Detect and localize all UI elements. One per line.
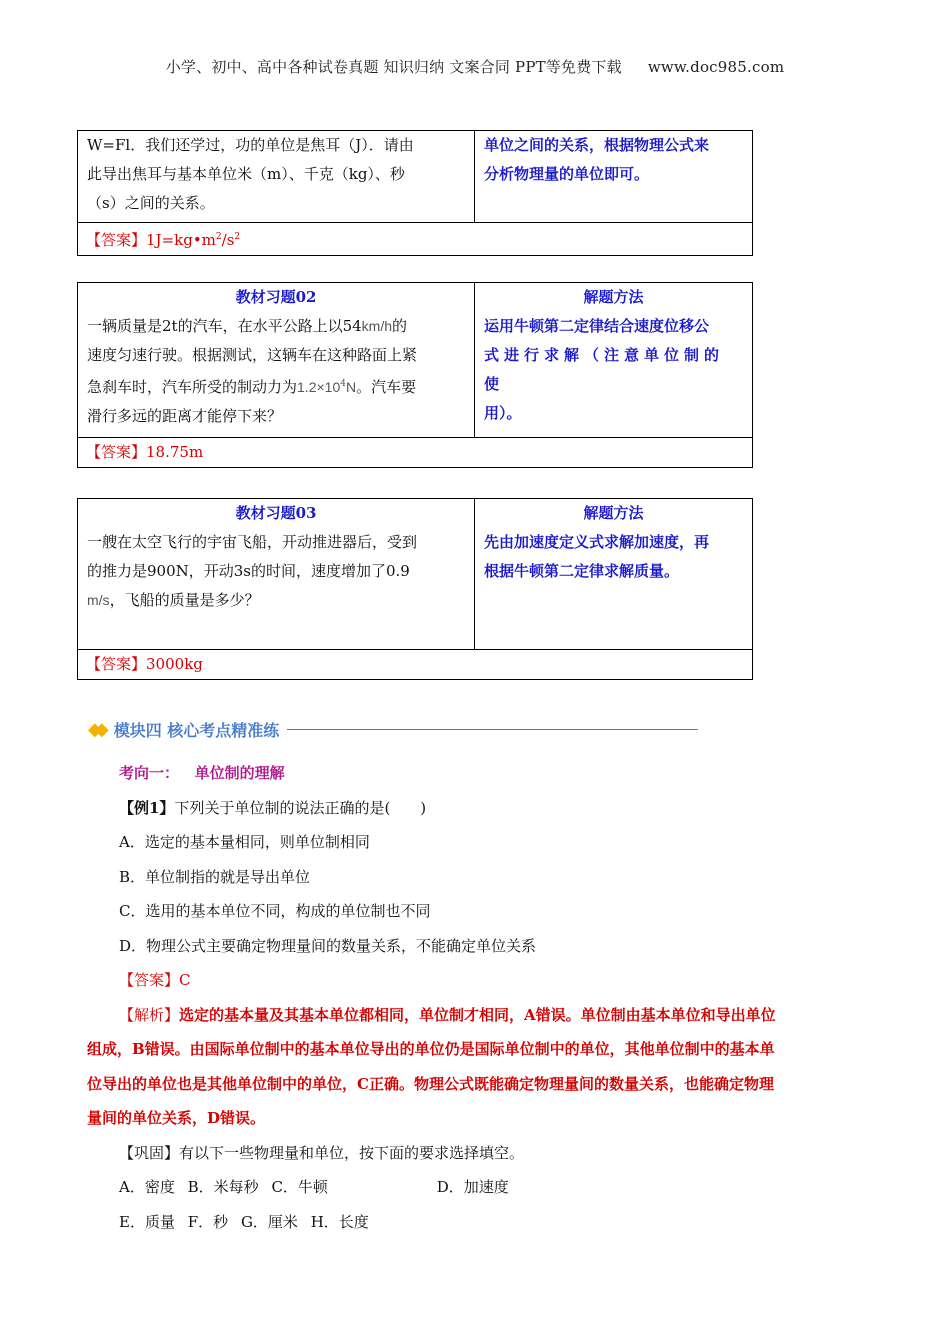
option-d: D．物理公式主要确定物理量间的数量关系，不能确定单位关系 (119, 936, 537, 955)
method-cell (475, 283, 753, 438)
question-line: 急刹车时，汽车所受的制动力为$1.2\times 10^4N$。汽车要 (87, 378, 417, 396)
question-cell (78, 499, 475, 650)
example-answer (87, 963, 867, 998)
example-text: 下列关于单位制的说法正确的是( ) (174, 798, 427, 817)
option-b: B．单位制指的就是导出单位 (119, 867, 311, 886)
answer-value: C (179, 971, 191, 989)
question-line: 一艘在太空飞行的宇宙飞船，开动推进器后，受到 (87, 533, 418, 551)
choice-item: D．加速度 (436, 1178, 509, 1196)
unit-ms: m/s (87, 592, 110, 608)
choice-item: C．牛顿 (271, 1178, 328, 1196)
consolidate-question (87, 1136, 867, 1171)
analysis-line: 组成，B错误。由国际单位制中的基本单位导出的单位仍是国际单位制中的单位，其他单位制中的基本单 (87, 1040, 775, 1058)
question-line: 此导出焦耳与基本单位米（m）、千克（kg）、秒 (87, 165, 405, 183)
choice-item: F．秒 (187, 1212, 229, 1231)
answer-row (78, 223, 753, 256)
method-line: 先由加速度定义式求解加速度，再 (484, 533, 710, 551)
exercise-title: 教材习题03 (235, 504, 317, 522)
force-value: 1.2×10 (297, 379, 341, 395)
unit-n: N (345, 379, 357, 395)
method-line: 运用牛顿第二定律结合速度位移公 (484, 317, 710, 335)
exercise-box-2 (77, 282, 753, 468)
method-line: 式进行求解（注意单位制的使 (484, 346, 725, 393)
choice-item: A．密度 (119, 1178, 175, 1196)
example-label: 【例1】 (119, 798, 175, 817)
choice-item: B．米每秒 (187, 1178, 259, 1196)
analysis-label: 【解析】 (119, 1005, 180, 1024)
question-line: 一辆质量是2t的汽车，在水平公路上以54km/h的 (87, 317, 408, 335)
answer-unit: /s (221, 231, 235, 249)
method-title: 解题方法 (583, 288, 644, 306)
answer-label: 【答案】 (86, 443, 147, 461)
double-diamond-icon: ◆◆ (88, 718, 102, 740)
question-line: 滑行多远的距离才能停下来？ (87, 407, 283, 425)
answer-value: 1J=kg•m (146, 231, 216, 249)
choice-item: E．质量 (119, 1212, 175, 1231)
header-text: 小学、初中、高中各种试卷真题 知识归纳 文案合同 PPT等免费下载 (165, 58, 622, 76)
method-line: 单位之间的关系，根据物理公式来 (484, 136, 710, 154)
exercise-box-3 (77, 498, 753, 680)
option-c: C．选用的基本单位不同，构成的单位制也不同 (119, 902, 431, 920)
module-title: 模块四 核心考点精准练 (113, 720, 280, 740)
choice-row-1 (87, 1170, 867, 1205)
exercise-title: 教材习题02 (235, 288, 317, 306)
question-cell (78, 131, 475, 223)
choice-row-2 (87, 1205, 867, 1240)
method-cell (475, 499, 753, 650)
section-content (87, 756, 867, 1239)
consolidate-label: 【巩固】 (119, 1143, 180, 1162)
unit-kmh: km/h (361, 318, 393, 334)
section-subtitle: 考向一： 单位制的理解 (119, 764, 285, 782)
page-header (0, 56, 950, 77)
question-line: 速度匀速行驶。根据测试，这辆车在这种路面上紧 (87, 346, 418, 364)
choice-item: G．厘米 (240, 1212, 298, 1231)
question-line: （s）之间的关系。 (87, 194, 215, 212)
method-line: 根据牛顿第二定律求解质量。 (484, 562, 680, 580)
question-line: m/s，飞船的质量是多少？ (87, 591, 260, 609)
force-exponent: 4 (340, 379, 346, 389)
option-a: A．选定的基本量相同，则单位制相同 (119, 833, 370, 851)
answer-exponent: 2 (215, 232, 222, 242)
analysis-line: 【解析】选定的基本量及其基本单位都相同，单位制才相同，A错误。单位制由基本单位和导出单位 (119, 1005, 776, 1024)
method-line: 用）。 (484, 404, 522, 422)
answer-row (78, 438, 753, 468)
answer-exponent: 2 (234, 232, 241, 242)
answer-label: 【答案】 (86, 231, 147, 249)
method-line: 分析物理量的单位即可。 (484, 165, 650, 183)
answer-value: 3000kg (146, 655, 203, 673)
choice-item: H．长度 (310, 1212, 369, 1231)
method-title: 解题方法 (583, 504, 644, 522)
analysis-line: 位导出的单位也是其他单位制中的单位，C正确。物理公式既能确定物理量间的数量关系，也能确定物理 (87, 1074, 774, 1093)
answer-value: 18.75m (146, 443, 204, 461)
consolidate-text: 有以下一些物理量和单位，按下面的要求选择填空。 (179, 1143, 525, 1162)
answer-label: 【答案】 (86, 655, 147, 673)
question-line: 的推力是900N，开动3s的时间，速度增加了0.9 (87, 562, 410, 580)
example-question (87, 791, 867, 826)
answer-row (78, 650, 753, 680)
answer-label: 【答案】 (119, 971, 180, 989)
divider-line (287, 729, 698, 730)
exercise-box-1 (77, 130, 753, 256)
module-heading (88, 716, 698, 742)
analysis-line: 量间的单位关系，D错误。 (87, 1109, 266, 1127)
question-line: W=Fl．我们还学过，功的单位是焦耳（J）．请由 (87, 136, 414, 154)
method-cell (475, 131, 753, 223)
header-site-link[interactable]: www.doc985.com (647, 58, 785, 76)
question-cell (78, 283, 475, 438)
